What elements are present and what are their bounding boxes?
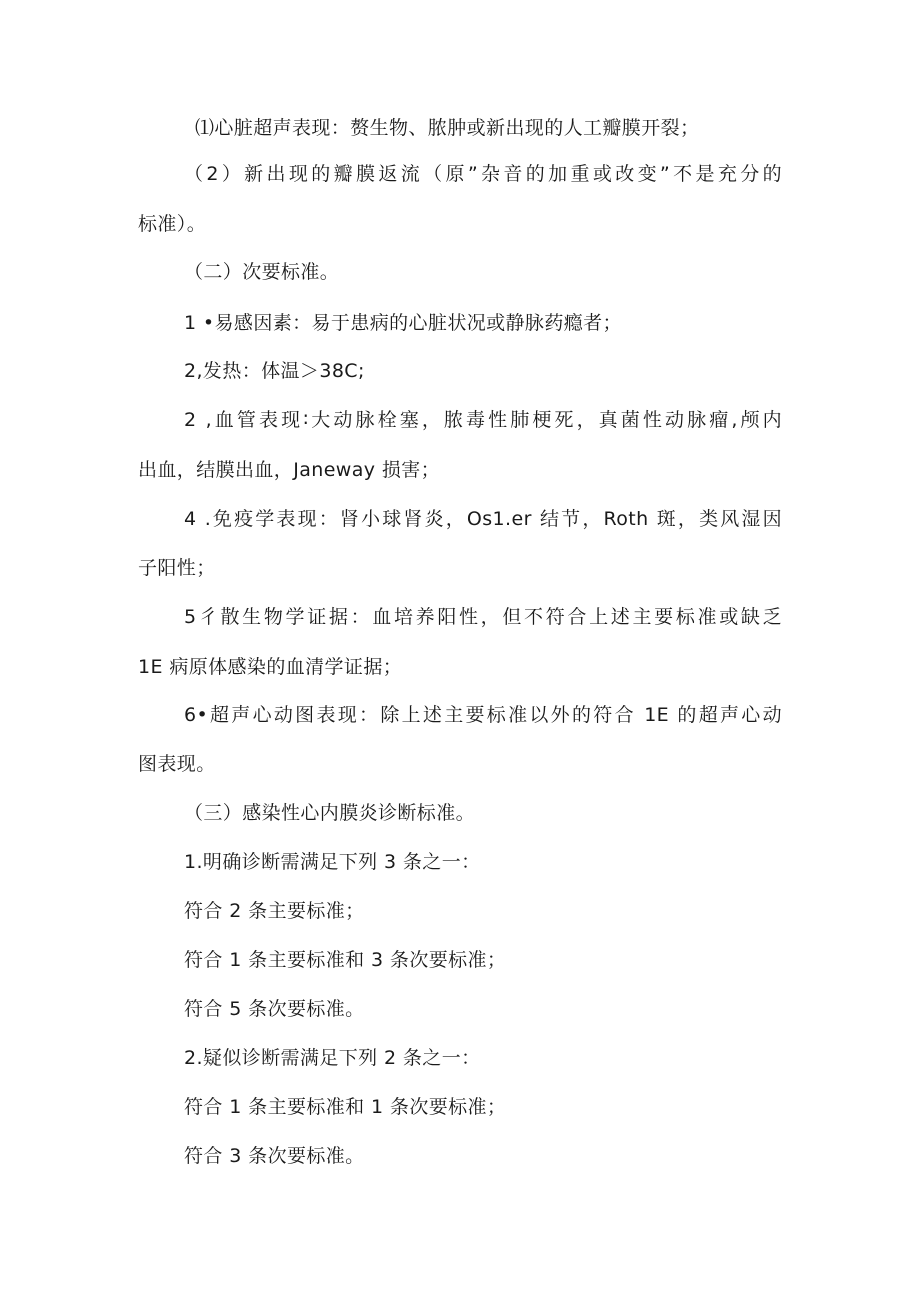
text-line-16: 1.明确诊断需满足下列 3 条之一： <box>184 851 481 873</box>
text-line-10: 子阳性； <box>138 557 216 579</box>
text-line-11: 5彳散生物学证据：血培养阳性，但不符合上述主要标准或缺乏 <box>184 606 782 628</box>
text-line-21: 符合 1 条主要标准和 1 条次要标准； <box>184 1096 507 1118</box>
section-heading-diagnosis: （三）感染性心内膜炎诊断标准。 <box>184 802 476 824</box>
text-line-1: ⑴心脏超声表现：赘生物、脓肿或新出现的人工瓣膜开裂； <box>195 117 700 139</box>
text-line-3: 标准）。 <box>138 213 207 235</box>
text-line-18: 符合 1 条主要标准和 3 条次要标准； <box>184 949 507 971</box>
text-line-22: 符合 3 条次要标准。 <box>184 1145 365 1167</box>
text-line-9: 4 .免疫学表现：肾小球肾炎，Os1.er 结节，Roth 斑，类风湿因 <box>184 508 782 530</box>
text-line-17: 符合 2 条主要标准； <box>184 900 365 922</box>
text-line-2: （2）新出现的瓣膜返流（原”杂音的加重或改变”不是充分的 <box>184 163 782 185</box>
text-line-19: 符合 5 条次要标准。 <box>184 998 365 1020</box>
text-line-6: 2,发热：体温＞38C; <box>184 360 365 382</box>
text-line-7: 2 ,血管表现∶大动脉栓塞，脓毒性肺梗死，真菌性动脉瘤,颅内 <box>184 409 782 431</box>
text-line-20: 2.疑似诊断需满足下列 2 条之一： <box>184 1047 481 1069</box>
text-line-14: 图表现。 <box>138 753 216 775</box>
text-line-8: 出血，结膜出血，Janeway 损害； <box>138 459 441 481</box>
text-line-13: 6•超声心动图表现：除上述主要标准以外的符合 1E 的超声心动 <box>184 704 782 726</box>
text-line-12: 1E 病原体感染的血清学证据； <box>138 656 403 678</box>
text-line-5: 1 •易感因素：易于患病的心脏状况或静脉药瘾者； <box>184 312 622 334</box>
section-heading-secondary: （二）次要标准。 <box>184 261 340 283</box>
